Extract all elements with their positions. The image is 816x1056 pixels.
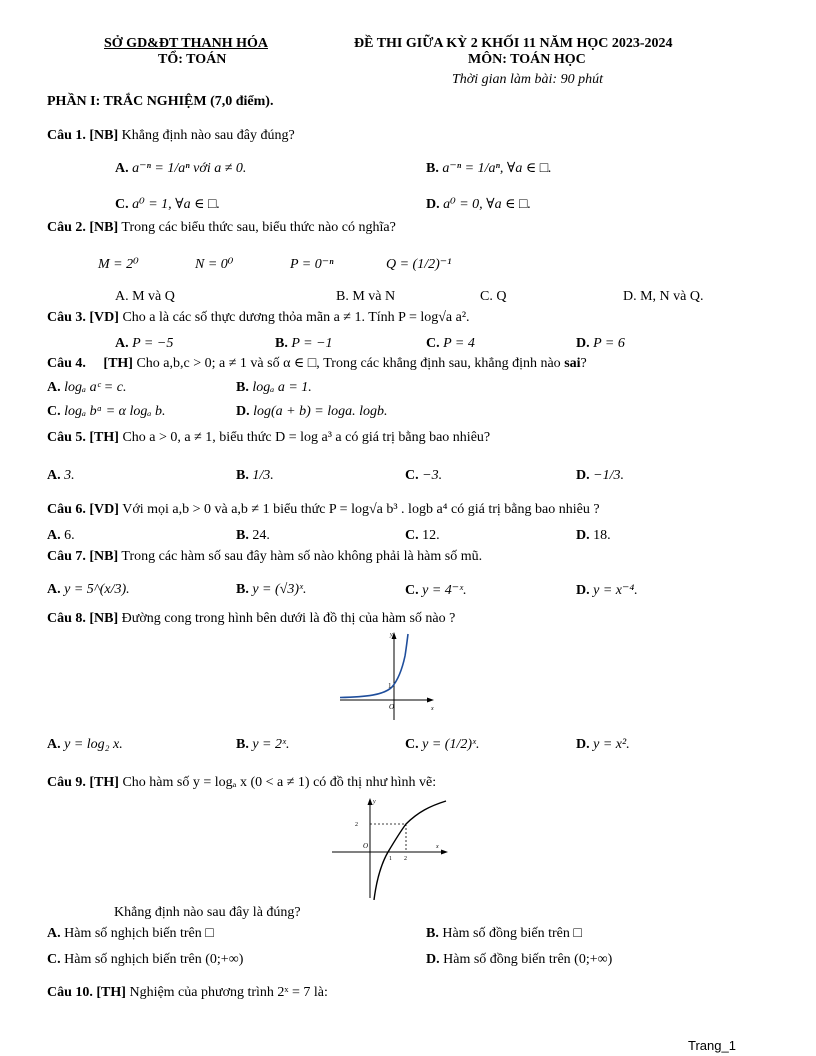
option-text: 18. <box>593 528 611 543</box>
option-label: C. <box>405 737 419 752</box>
option-text: 3. <box>64 468 75 483</box>
x-label: x <box>436 844 439 850</box>
option-text: a⁻ⁿ = 1/aⁿ với a ≠ 0. <box>132 161 247 176</box>
q9-question: Khẳng định nào sau đây là đúng? <box>114 905 301 920</box>
option-text: logₐ bᵅ = α logₐ b. <box>64 404 166 419</box>
option-label: D. <box>576 336 590 351</box>
option-text: y = (1/2)ˣ. <box>422 737 480 752</box>
origin-label: O <box>389 703 395 711</box>
question-7 <box>47 549 482 565</box>
expr-p: P = 0⁻ⁿ <box>290 257 334 272</box>
q9-option-c <box>47 952 243 968</box>
q7-option-c <box>405 582 467 599</box>
y-label: y <box>373 799 376 805</box>
page-number: Trang_1 <box>688 1038 736 1053</box>
option-label: D. <box>576 583 590 598</box>
q5-option-c <box>405 468 442 484</box>
origin-label: O <box>363 842 369 850</box>
option-label: B. <box>236 582 249 597</box>
option-text: a⁰ = 0, ∀a ∈ □. <box>443 197 531 212</box>
option-label: C. <box>426 336 440 351</box>
option-text: y = x⁻⁴. <box>593 583 638 598</box>
q1-option-a <box>115 160 246 177</box>
question-text: Cho a,b,c > 0; a ≠ 1 và số α ∈ □, Trong các khẳng định sau, khẳng định nào <box>136 356 561 371</box>
question-text: Đường cong trong hình bên dưới là đồ thị của hàm số nào ? <box>121 611 456 626</box>
tick-y-2: 2 <box>355 822 358 828</box>
tick-x-1: 1 <box>389 856 392 862</box>
option-label: C. <box>47 952 61 967</box>
x-label: x <box>431 706 434 712</box>
question-label: Câu 10. [TH] <box>47 985 126 1000</box>
q1-option-d <box>426 196 531 213</box>
q4-option-d <box>236 404 388 420</box>
exam-time: Thời gian làm bài: 90 phút <box>452 72 603 87</box>
option-text: y = log₂ x. <box>64 737 123 752</box>
expr-m: M = 2⁰ <box>98 257 139 272</box>
option-text: logₐ aᶜ = c. <box>64 380 127 395</box>
question-text: Cho hàm số y = logₐ x (0 < a ≠ 1) có đồ thị như hình vẽ: <box>122 775 437 790</box>
q1-option-b <box>426 160 552 177</box>
question-label: Câu 1. [NB] <box>47 128 119 143</box>
option-label: B. <box>236 737 249 752</box>
option-label: D. <box>236 404 250 419</box>
option-text: −1/3. <box>593 468 624 483</box>
question-6 <box>47 502 600 518</box>
option-label: B. <box>426 161 439 176</box>
option-text: 12. <box>422 528 440 543</box>
option-label: C. <box>405 468 419 483</box>
option-label: C. <box>405 583 419 598</box>
option-label: A. <box>115 161 129 176</box>
question-label: Câu 9. [TH] <box>47 775 119 790</box>
expr-q: Q = (1/2)⁻¹ <box>386 257 452 272</box>
q8-option-d <box>576 737 630 753</box>
option-label: B. <box>236 380 249 395</box>
q7-option-d <box>576 582 638 599</box>
exponential-curve <box>340 634 408 698</box>
exam-title: ĐỀ THI GIỮA KỲ 2 KHỐI 11 NĂM HỌC 2023-2024 <box>354 36 673 51</box>
option-label: A. <box>47 528 61 543</box>
q9-option-b <box>426 926 582 942</box>
option-label: D. <box>576 468 590 483</box>
question-3 <box>47 310 470 326</box>
option-text: Hàm số nghịch biến trên (0;+∞) <box>64 952 244 967</box>
tick-x-2: 2 <box>404 856 407 862</box>
question-label: Câu 3. [VD] <box>47 310 119 325</box>
question-text: Với mọi a,b > 0 và a,b ≠ 1 biểu thức P = log√a b³ . logb a⁴ có giá trị bằng bao nhiêu ? <box>122 502 600 517</box>
x-arrow <box>441 850 448 855</box>
department-name: SỞ GD&ĐT THANH HÓA <box>104 36 269 51</box>
option-label: B. <box>426 926 439 941</box>
q2-option-c: C. Q <box>480 289 507 304</box>
question-9 <box>47 775 436 791</box>
q6-option-b <box>236 528 270 544</box>
question-label: Câu 4. <box>47 356 86 371</box>
option-text: Hàm số nghịch biến trên □ <box>64 926 214 941</box>
option-label: A. <box>47 737 61 752</box>
q3-option-a <box>115 336 173 352</box>
option-text: y = 5^(x/3). <box>64 582 130 597</box>
q8-option-c <box>405 737 479 753</box>
option-label: C. <box>115 197 129 212</box>
q3-option-c <box>426 336 475 352</box>
option-text: log(a + b) = loga. logb. <box>253 404 388 419</box>
option-text: a⁰ = 1, ∀a ∈ □. <box>132 197 220 212</box>
question-8 <box>47 611 455 627</box>
question-text: Cho a là các số thực dương thỏa mãn a ≠ 1. Tính P = log√a a². <box>122 310 470 325</box>
option-text: −3. <box>422 468 443 483</box>
option-text: Hàm số đồng biến trên □ <box>442 926 582 941</box>
q3-option-d <box>576 336 625 352</box>
q2-option-a: A. M và Q <box>115 289 175 304</box>
question-text: Khẳng định nào sau đây đúng? <box>121 128 295 143</box>
question-label: Câu 2. [NB] <box>47 220 119 235</box>
expr-n: N = 0⁰ <box>195 257 234 272</box>
q6-option-c <box>405 528 440 544</box>
option-text: 6. <box>64 528 75 543</box>
option-label: D. <box>576 528 590 543</box>
y-label: y <box>390 632 393 638</box>
option-label: A. <box>47 926 61 941</box>
option-text: a⁻ⁿ = 1/aⁿ, ∀a ∈ □. <box>442 161 552 176</box>
option-text: P = 4 <box>443 336 475 351</box>
question-text: Trong các hàm số sau đây hàm số nào không phải là hàm số mũ. <box>121 549 483 564</box>
exam-subject: MÔN: TOÁN HỌC <box>468 52 586 67</box>
q8-option-a <box>47 737 123 753</box>
option-label: C. <box>47 404 61 419</box>
question-label: Câu 7. [NB] <box>47 549 119 564</box>
emphasis-word: sai <box>564 356 581 371</box>
q6-option-a <box>47 528 75 544</box>
option-text: y = (√3)ˣ. <box>252 582 307 597</box>
option-label: D. <box>426 952 440 967</box>
question-label: Câu 6. [VD] <box>47 502 119 517</box>
question-4 <box>47 355 587 372</box>
option-text: logₐ a = 1. <box>252 380 312 395</box>
option-text: P = 6 <box>593 336 625 351</box>
q9-option-d <box>426 952 612 968</box>
option-label: A. <box>115 336 129 351</box>
q4-option-a <box>47 380 126 396</box>
section-heading: PHẦN I: TRẮC NGHIỆM (7,0 điểm). <box>47 94 274 109</box>
option-label: A. <box>47 582 61 597</box>
q1-option-c <box>115 196 220 213</box>
option-label: B. <box>236 468 249 483</box>
q4-option-b <box>236 380 312 396</box>
option-label: A. <box>47 380 61 395</box>
option-text: P = −1 <box>291 336 333 351</box>
log-curve <box>374 801 446 900</box>
x-arrow <box>427 698 434 703</box>
q8-graph <box>336 630 436 722</box>
q3-option-b <box>275 336 333 352</box>
q5-option-a <box>47 468 75 484</box>
option-label: B. <box>236 528 249 543</box>
question-text: Trong các biểu thức sau, biểu thức nào có nghĩa? <box>121 220 396 235</box>
question-end: ? <box>580 356 587 371</box>
option-text: y = 4⁻ˣ. <box>422 583 467 598</box>
option-text: 1/3. <box>252 468 274 483</box>
question-tag: [TH] <box>103 356 133 371</box>
q9-graph <box>330 796 450 900</box>
q8-option-b <box>236 737 289 753</box>
question-label: Câu 5. [TH] <box>47 430 119 445</box>
option-label: A. <box>47 468 61 483</box>
question-text: Cho a > 0, a ≠ 1, biểu thức D = log a³ a có giá trị bằng bao nhiêu? <box>122 430 491 445</box>
question-1 <box>47 128 295 144</box>
q5-option-d <box>576 468 624 484</box>
question-10 <box>47 985 328 1001</box>
q7-option-a <box>47 582 130 598</box>
q7-option-b <box>236 582 306 598</box>
q2-option-b: B. M và N <box>336 289 396 304</box>
option-text: y = 2ˣ. <box>252 737 290 752</box>
option-label: D. <box>426 197 440 212</box>
tick-1: 1 <box>388 682 392 690</box>
option-text: y = x². <box>593 737 630 752</box>
option-text: P = −5 <box>132 336 174 351</box>
question-2 <box>47 220 396 236</box>
option-label: B. <box>275 336 288 351</box>
option-label: D. <box>576 737 590 752</box>
option-text: Hàm số đồng biến trên (0;+∞) <box>443 952 613 967</box>
question-text: Nghiệm của phương trình 2ˣ = 7 là: <box>129 985 328 1000</box>
option-label: C. <box>405 528 419 543</box>
q9-option-a <box>47 926 214 942</box>
q2-option-d: D. M, N và Q. <box>623 289 704 304</box>
q6-option-d <box>576 528 611 544</box>
q4-option-c <box>47 404 165 420</box>
group-name: TỔ: TOÁN <box>158 52 227 67</box>
q5-option-b <box>236 468 274 484</box>
y-arrow <box>368 798 373 805</box>
option-text: 24. <box>252 528 270 543</box>
question-5 <box>47 430 490 446</box>
question-label: Câu 8. [NB] <box>47 611 119 626</box>
